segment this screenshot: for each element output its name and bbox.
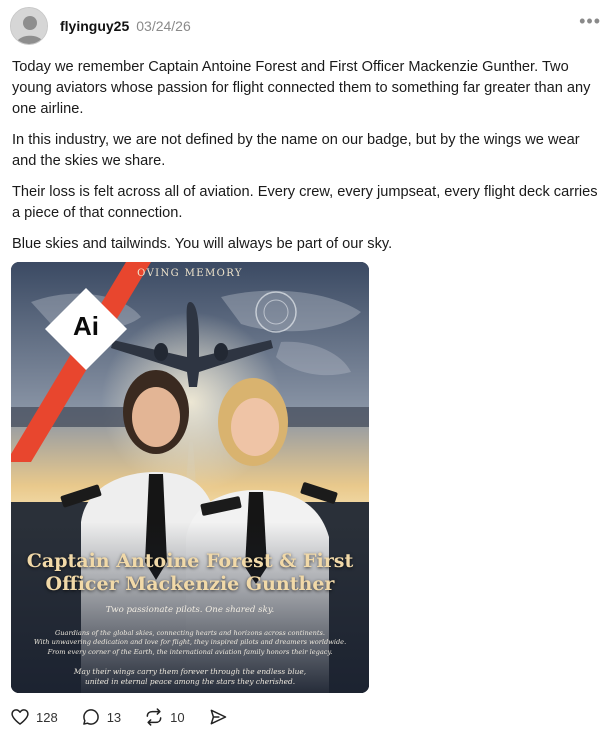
- memorial-body-line: Guardians of the global skies, connecting hearts and horizons across continents.: [55, 629, 325, 637]
- post-header: [10, 6, 601, 46]
- post-paragraph: In this industry, we are not defined by the name on our badge, but by the wings we wear and the skies we share.: [12, 132, 580, 169]
- post-actions-bar: [10, 706, 251, 728]
- more-options-button[interactable]: •••: [579, 11, 601, 31]
- repost-button[interactable]: [144, 707, 184, 727]
- memorial-body-line: From every corner of the Earth, the international aviation family honors their legacy.: [47, 647, 333, 656]
- heart-icon: [10, 707, 30, 727]
- memorial-body-text: [19, 629, 361, 657]
- like-count: 128: [36, 709, 58, 725]
- repost-count: 10: [170, 709, 185, 725]
- memorial-title-line: Officer Mackenzie Gunther: [45, 573, 335, 595]
- avatar[interactable]: [10, 7, 48, 45]
- memorial-title-line: Captain Antoine Forest & First: [26, 550, 354, 572]
- post-paragraph: Their loss is felt across all of aviation. Every crew, every jumpseat, every flight deck carries a piece of that connection.: [12, 184, 598, 221]
- username[interactable]: flyinguy25: [60, 18, 130, 34]
- like-button[interactable]: [10, 707, 58, 727]
- memorial-body-line: With unwavering dedication and love for flight, they inspired pilots and dreamers worldwide.: [33, 638, 347, 647]
- post-date: 03/24/26: [136, 18, 191, 34]
- share-icon: [208, 707, 228, 727]
- memorial-title: [21, 550, 359, 596]
- post-paragraph: Blue skies and tailwinds. You will always be part of our sky.: [12, 236, 393, 252]
- post-body: [12, 57, 602, 265]
- memorial-top-banner: OVING MEMORY: [137, 268, 243, 279]
- post-paragraph: Today we remember Captain Antoine Forest and First Officer Mackenzie Gunther. Two young aviators whose passion for flight connected them to something far greater than any one airline.: [12, 59, 591, 117]
- memorial-closing-line: united in eternal peace among the stars they cherished.: [84, 677, 296, 686]
- comment-icon: [81, 707, 101, 727]
- share-button[interactable]: [208, 707, 228, 727]
- memorial-closing-line: May their wings carry them forever through the endless blue,: [73, 667, 307, 676]
- default-avatar-icon: [11, 8, 48, 45]
- comment-button[interactable]: [81, 707, 121, 727]
- memorial-image[interactable]: [11, 262, 369, 693]
- repost-icon: [144, 707, 164, 727]
- memorial-closing-text: [19, 667, 361, 687]
- ai-badge-label: Ai: [73, 311, 99, 341]
- comment-count: 13: [106, 709, 122, 725]
- memorial-subtitle: Two passionate pilots. One shared sky.: [105, 605, 275, 615]
